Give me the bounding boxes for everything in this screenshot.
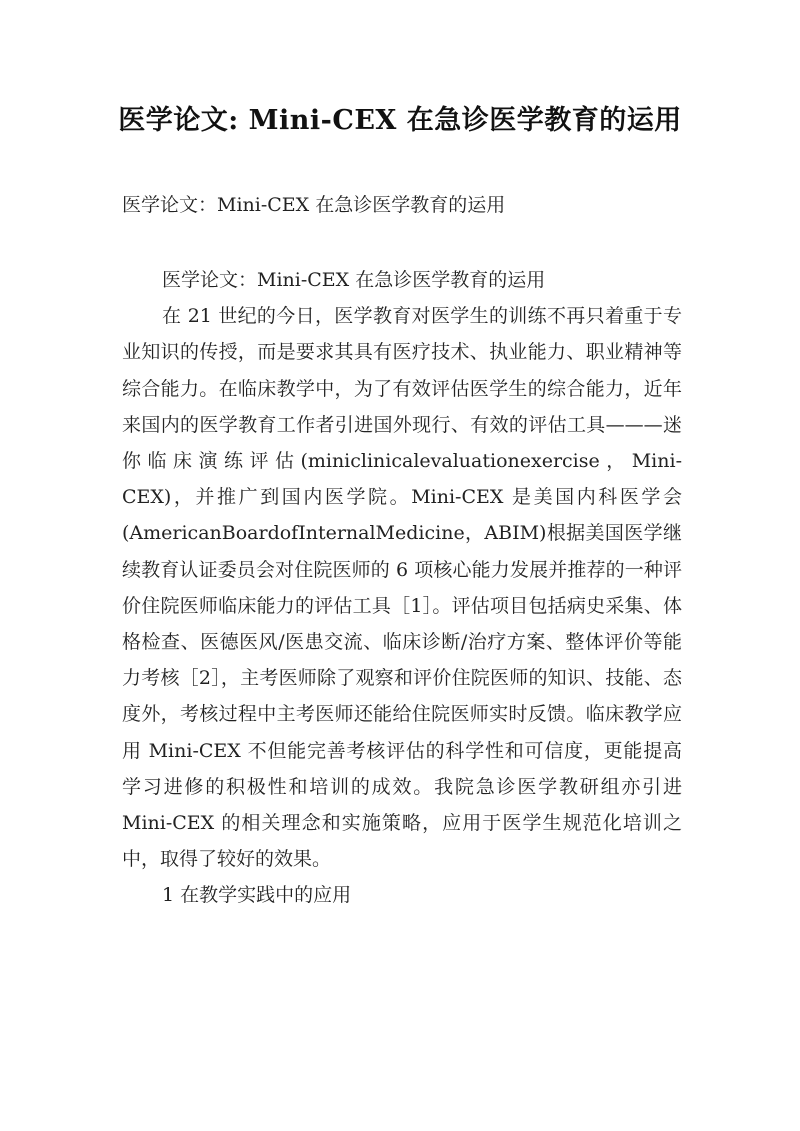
document-subtitle: 医学论文：Mini-CEX 在急诊医学教育的运用 xyxy=(122,194,506,216)
document-body xyxy=(122,262,682,914)
document-title: 医学论文: Mini-CEX 在急诊医学教育的运用 xyxy=(118,105,682,136)
repeat-heading: 医学论文：Mini-CEX 在急诊医学教育的运用 xyxy=(162,269,546,291)
paragraph-intro: 在 21 世纪的今日，医学教育对医学生的训练不再只着重于专业知识的传授，而是要求其具有医疗技术、执业能力、职业精神等综合能力。在临床教学中，为了有效评估医学生的综合能力，近年来国内的医学教育工作者引进国外现行、有效的评估工具———迷你临床演练评估(miniclinicalevaluationexercise，Mini-CEX)，并推广到国内医学院。Mini-CEX 是美国内科医学会(AmericanBoardofInternalMedicine，ABIM)根据美国医学继续教育认证委员会对住院医师的 6 项核心能力发展并推荐的一种评价住院医师临床能力的评估工具［1］。评估项目包括病史采集、体格检查、医德医风/医患交流、临床诊断/治疗方案、整体评价等能力考核［2］，主考医师除了观察和评价住院医师的知识、技能、态度外，考核过程中主考医师还能给住院医师实时反馈。临床教学应用 Mini-CEX 不但能完善考核评估的科学性和可信度，更能提高学习进修的积极性和培训的成效。我院急诊医学教研组亦引进 Mini-CEX 的相关理念和实施策略，应用于医学生规范化培训之中，取得了较好的效果。 xyxy=(122,305,682,871)
section-heading-1: 1 在教学实践中的应用 xyxy=(162,884,352,907)
